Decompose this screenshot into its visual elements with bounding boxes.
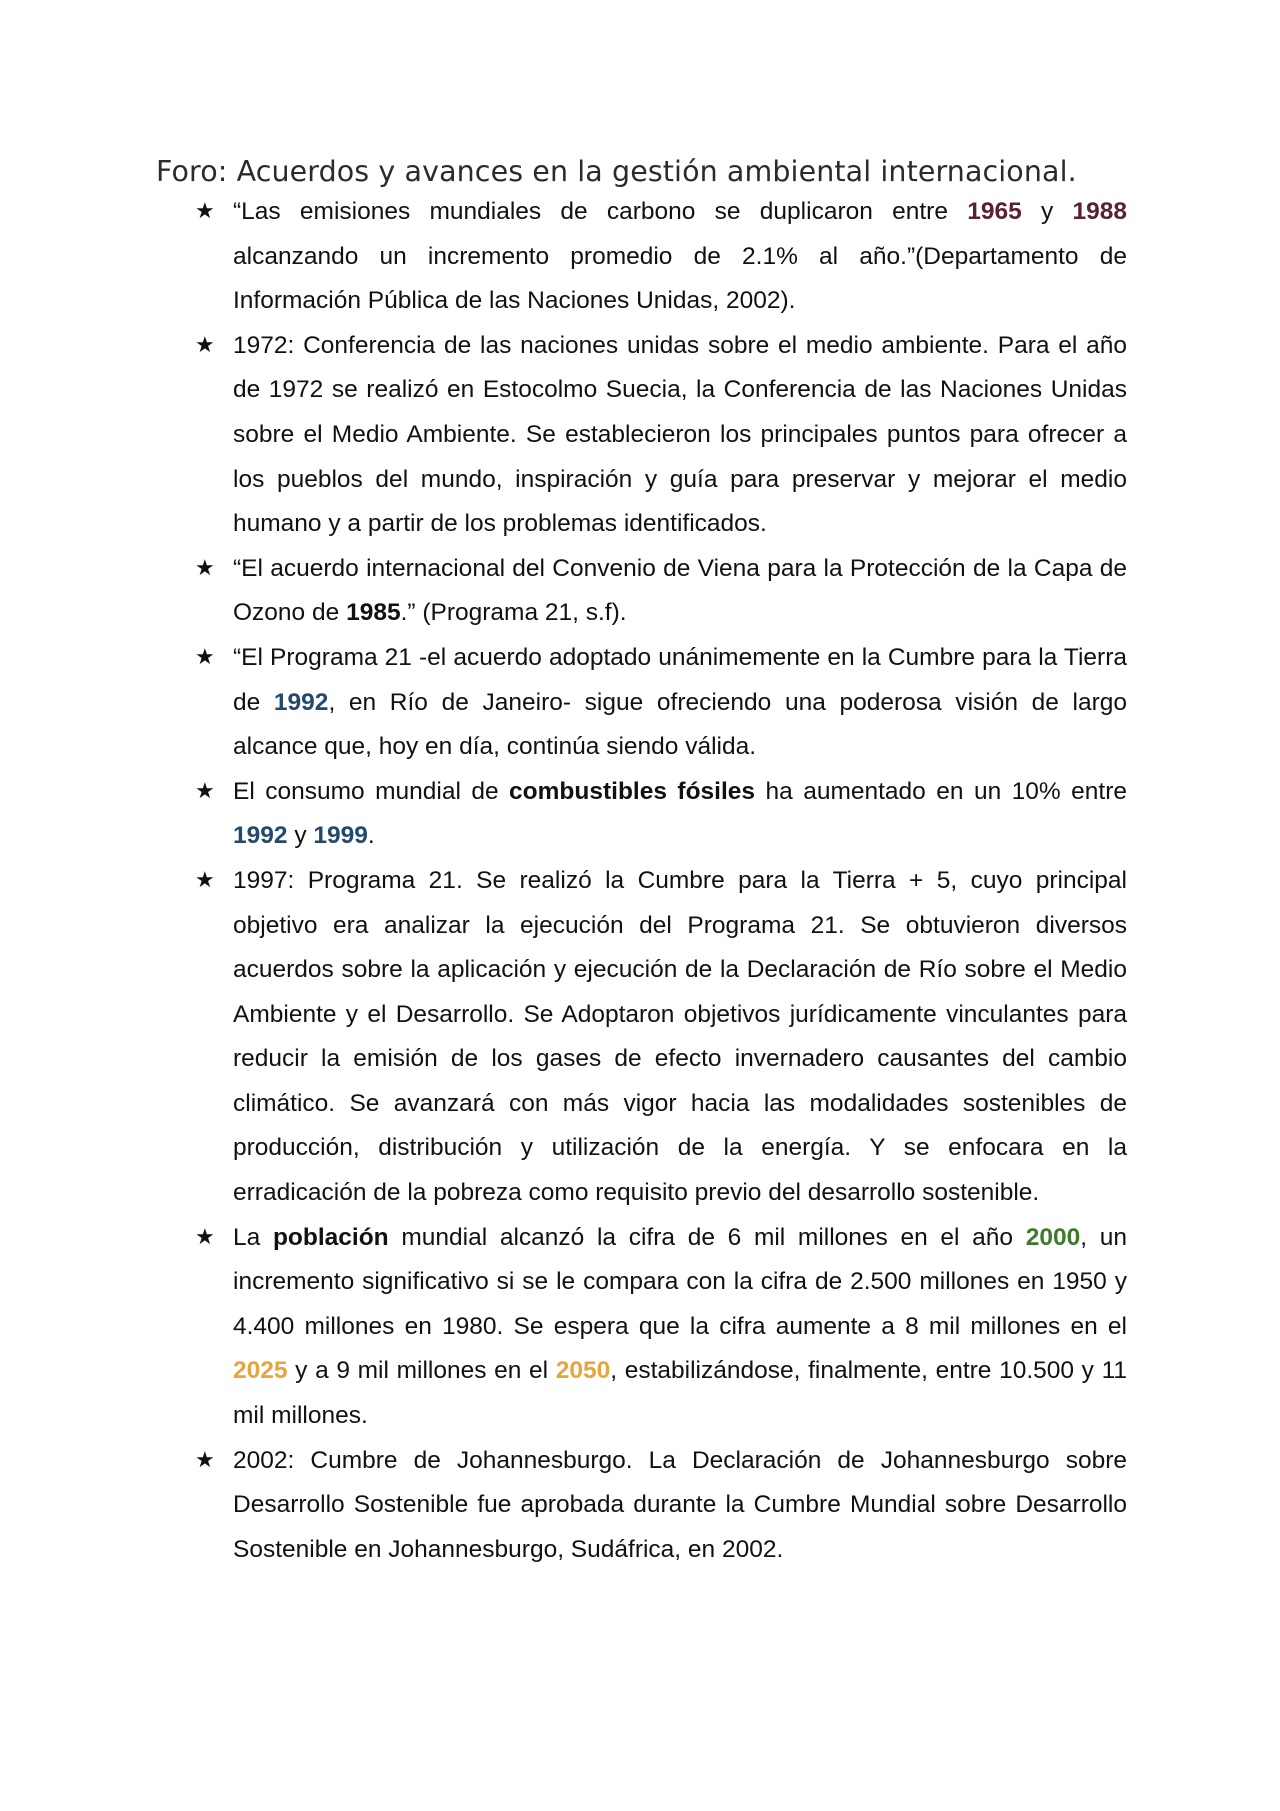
item-text: y <box>287 822 314 850</box>
list-item <box>195 547 1127 636</box>
item-text: 2002: Cumbre de Johannesburgo. La Declaración de Johannesburgo sobre Desarrollo Sostenible fue aprobada durante la Cumbre Mundial sobre Desarrollo Sostenible en Johannesburgo, Sudáfrica, en 2002. <box>233 1446 1127 1563</box>
star-icon: ★ <box>195 778 215 804</box>
list-item <box>195 1216 1127 1439</box>
star-icon: ★ <box>195 555 215 581</box>
star-icon: ★ <box>195 332 215 358</box>
star-icon: ★ <box>195 1447 215 1473</box>
star-icon: ★ <box>195 867 215 893</box>
list-item <box>195 859 1127 1216</box>
document-title: Foro: Acuerdos y avances en la gestión ambiental internacional. <box>156 155 1077 188</box>
item-text: y <box>1021 198 1073 225</box>
list-item <box>195 1439 1127 1573</box>
star-icon: ★ <box>195 644 215 670</box>
item-text: “El acuerdo internacional del Convenio de Viena para la Protección de la Capa de Ozono de <box>233 554 1127 627</box>
item-text: ha aumentado en un 10% entre <box>755 777 1127 805</box>
item-text: 1972: Conferencia de las naciones unidas sobre el medio ambiente. Para el año de 1972 se realizó en Estocolmo Suecia, la Conferencia de las Naciones Unidas sobre el Medio Ambiente. Se establecieron los principales puntos para ofrecer a los pueblos del mundo, inspiración y guía para preservar y mejorar el medio humano y a partir de los problemas identificados. <box>233 331 1127 538</box>
item-text: , en Río de Janeiro- sigue ofreciendo una poderosa visión de largo alcance que, hoy en día, continúa siendo válida. <box>233 688 1128 761</box>
bold-term: combustibles fósiles <box>509 777 756 805</box>
year-highlight: 1999 <box>313 822 368 850</box>
year-highlight: 1992 <box>233 822 288 850</box>
list-item <box>195 636 1127 770</box>
item-text: El consumo mundial de <box>233 777 510 805</box>
item-text: .” (Programa 21, s.f). <box>400 599 627 627</box>
bullet-list <box>195 190 1127 1572</box>
item-text: y a 9 mil millones en el <box>287 1357 556 1385</box>
item-text: , estabilizándose, finalmente, entre 10.500 y 11 mil millones. <box>233 1357 1128 1430</box>
year-highlight: 1965 <box>967 198 1022 225</box>
list-item <box>195 770 1127 859</box>
item-text: La <box>233 1223 273 1251</box>
list-item <box>195 324 1127 547</box>
item-text: alcanzando un incremento promedio de 2.1% al año.”(Departamento de Información Pública de las Naciones Unidas, 2002). <box>233 242 1127 315</box>
year-highlight: 1985 <box>346 599 401 627</box>
item-text: . <box>367 822 375 850</box>
item-text: “El Programa 21 -el acuerdo adoptado unánimemente en la Cumbre para la Tierra de <box>233 643 1127 716</box>
star-icon: ★ <box>195 1224 215 1250</box>
year-highlight: 2050 <box>555 1357 611 1385</box>
year-highlight: 2000 <box>1025 1223 1081 1251</box>
item-text: mundial alcanzó la cifra de 6 mil millones en el año <box>388 1223 1026 1251</box>
item-text: , un incremento significativo si se le compara con la cifra de 2.500 millones en 1950 y 4.400 millones en 1980. Se espera que la cifra aumente a 8 mil millones en el <box>233 1223 1128 1340</box>
item-text: “Las emisiones mundiales de carbono se duplicaron entre <box>233 198 968 225</box>
year-highlight: 1992 <box>273 688 329 716</box>
item-text: 1997: Programa 21. Se realizó la Cumbre para la Tierra + 5, cuyo principal objetivo era analizar la ejecución del Programa 21. Se obtuvieron diversos acuerdos sobre la aplicación y ejecución de la Declaración de Río sobre el Medio Ambiente y el Desarrollo. Se Adoptaron objetivos jurídicamente vinculantes para reducir la emisión de los gases de efecto invernadero causantes del cambio climático. Se avanzará con más vigor hacia las modalidades sostenibles de producción, distribución y utilización de la energía. Y se enfocara en la erradicación de la pobreza como requisito previo del desarrollo sostenible. <box>233 866 1127 1207</box>
bold-term: población <box>272 1223 389 1251</box>
year-highlight: 2025 <box>233 1357 288 1385</box>
year-highlight: 1988 <box>1072 198 1127 225</box>
list-item <box>195 190 1127 324</box>
star-icon: ★ <box>195 199 215 224</box>
